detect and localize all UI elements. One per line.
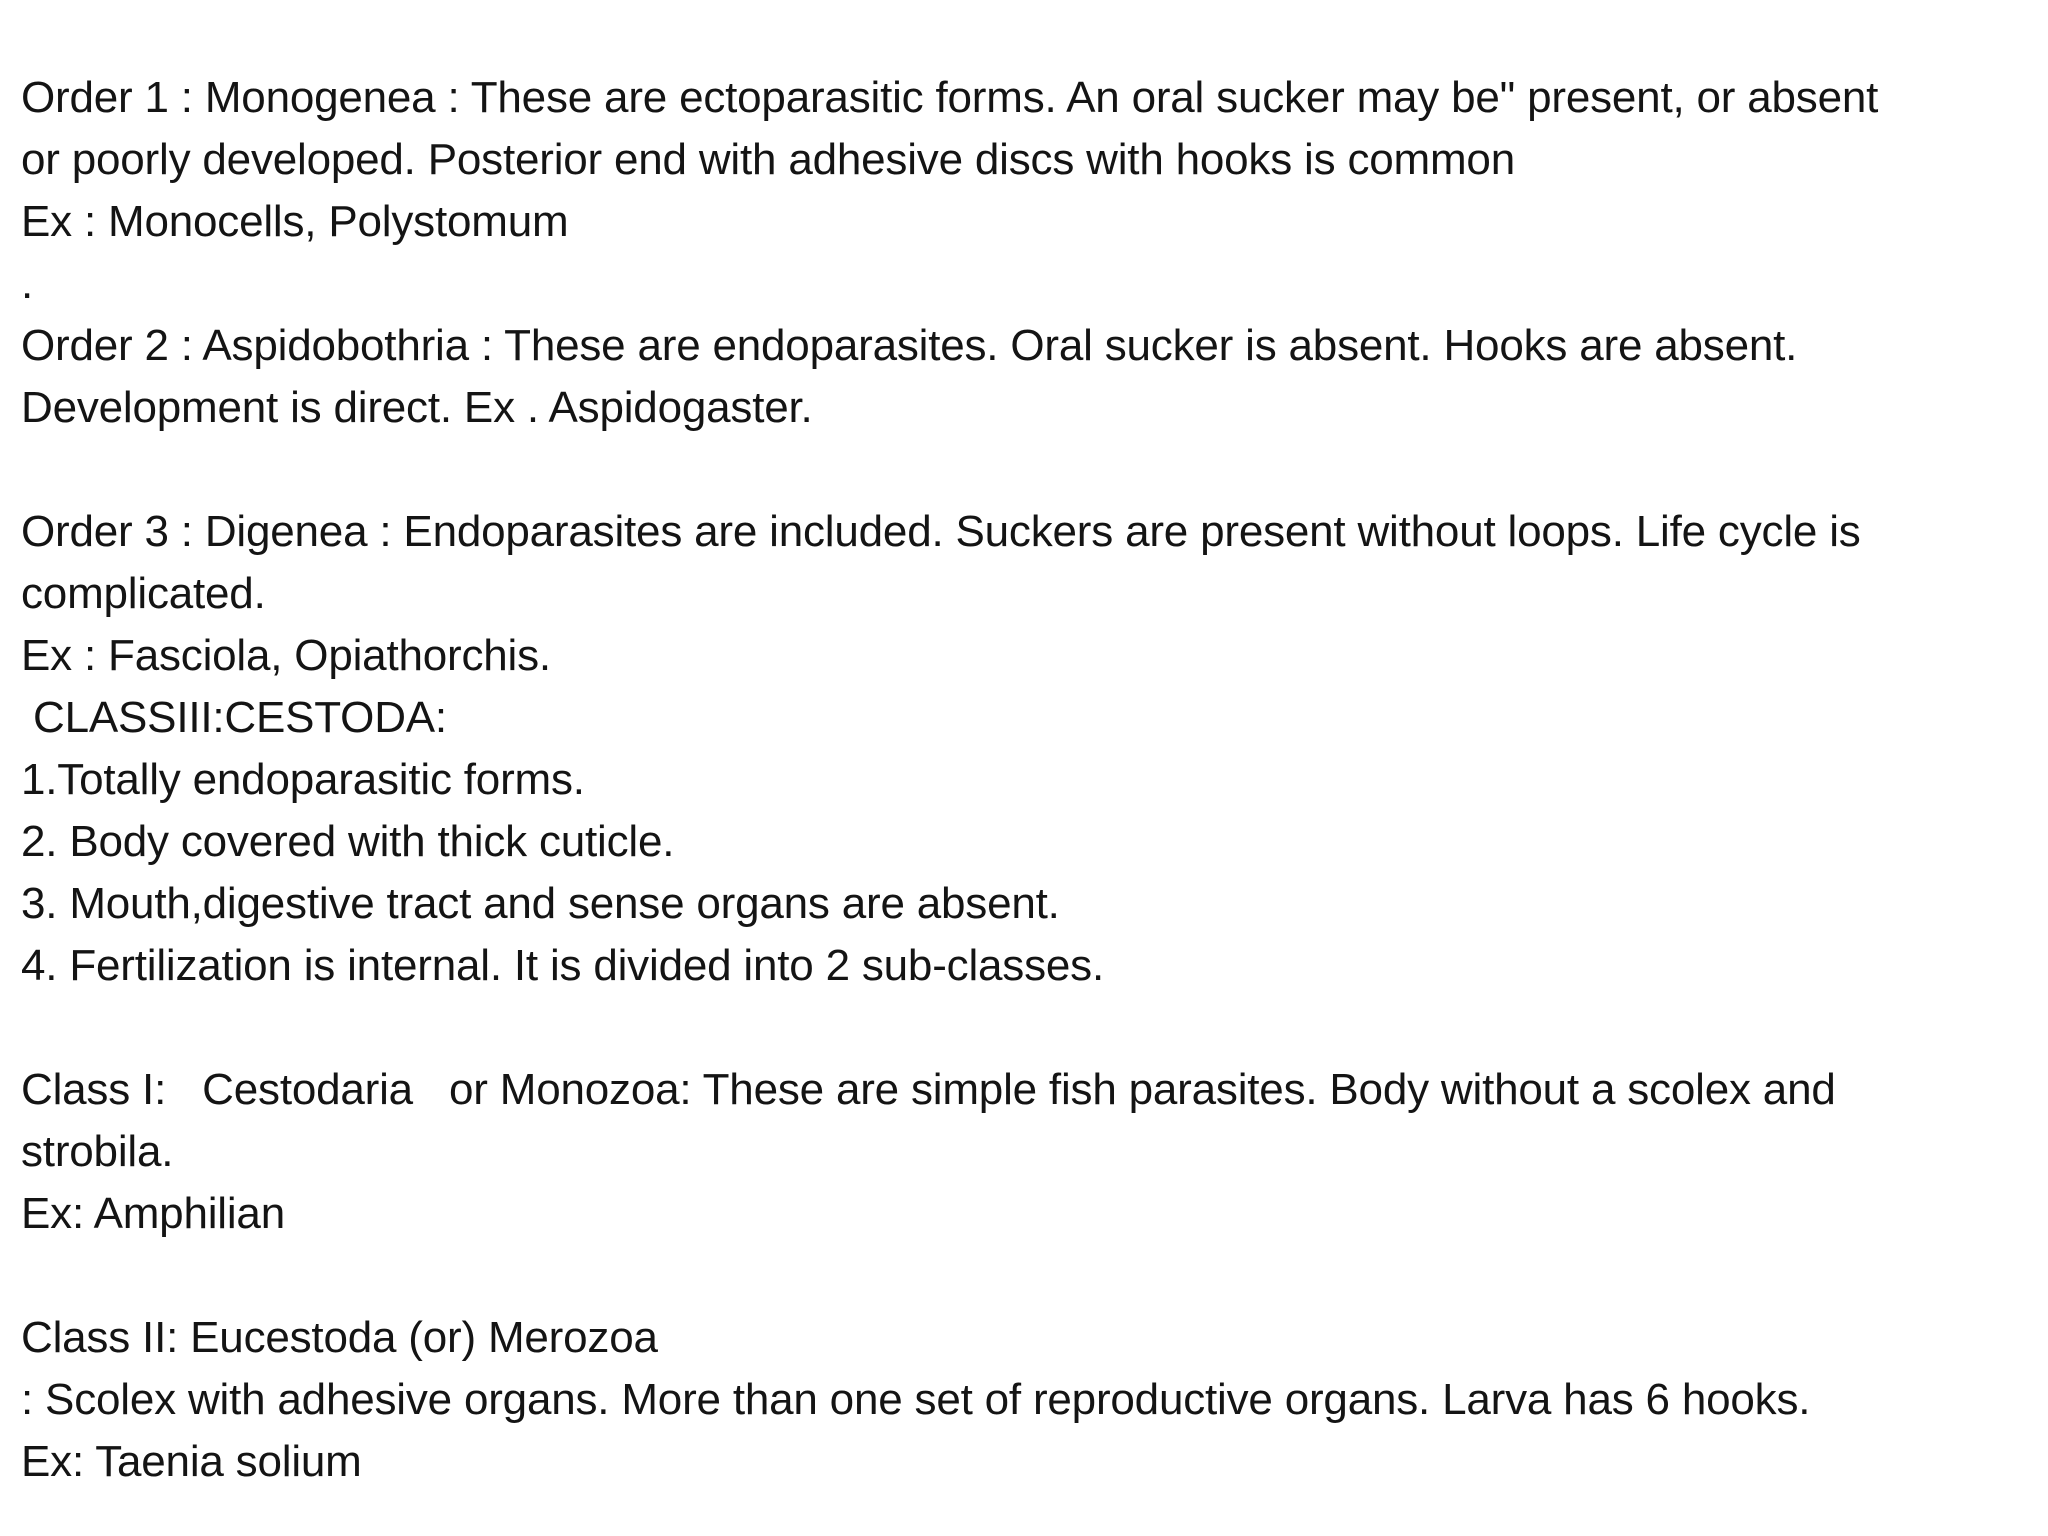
- text-line: Order 2 : Aspidobothria : These are endoparasites. Oral sucker is absent. Hooks are absent.: [21, 321, 1798, 370]
- text-line: Class II: Eucestoda (or) Merozoa: [21, 1313, 658, 1362]
- blank-line: [21, 1245, 2031, 1307]
- text-line: Ex : Monocells, Polystomum: [21, 197, 569, 246]
- document-page: [21, 67, 2031, 1493]
- text-line: .: [21, 259, 34, 308]
- text-line: 4. Fertilization is internal. It is divided into 2 sub-classes.: [21, 941, 1104, 990]
- text-line: 2. Body covered with thick cuticle.: [21, 817, 675, 866]
- text-line: Ex: Amphilian: [21, 1189, 285, 1238]
- text-line: complicated.: [21, 569, 266, 618]
- text-line: or poorly developed. Posterior end with adhesive discs with hooks is common: [21, 135, 1515, 184]
- text-line: 3. Mouth,digestive tract and sense organs are absent.: [21, 879, 1060, 928]
- text-line: Order 1 : Monogenea : These are ectoparasitic forms. An oral sucker may be" present, or absent: [21, 73, 1879, 122]
- blank-line: [21, 997, 2031, 1059]
- text-line: strobila.: [21, 1127, 174, 1176]
- text-line: Development is direct. Ex . Aspidogaster.: [21, 383, 813, 432]
- text-line: Order 3 : Digenea : Endoparasites are included. Suckers are present without loops. Life cycle is: [21, 507, 1861, 556]
- blank-line: [21, 439, 2031, 501]
- text-line: : Scolex with adhesive organs. More than one set of reproductive organs. Larva has 6 hooks.: [21, 1375, 1811, 1424]
- text-line: 1.Totally endoparasitic forms.: [21, 755, 585, 804]
- text-line: Class I: Cestodaria or Monozoa: These are simple fish parasites. Body without a scolex and: [21, 1065, 1836, 1114]
- text-line: Ex: Taenia solium: [21, 1437, 362, 1486]
- text-line: CLASSIII:CESTODA:: [21, 693, 447, 742]
- text-line: Ex : Fasciola, Opiathorchis.: [21, 631, 551, 680]
